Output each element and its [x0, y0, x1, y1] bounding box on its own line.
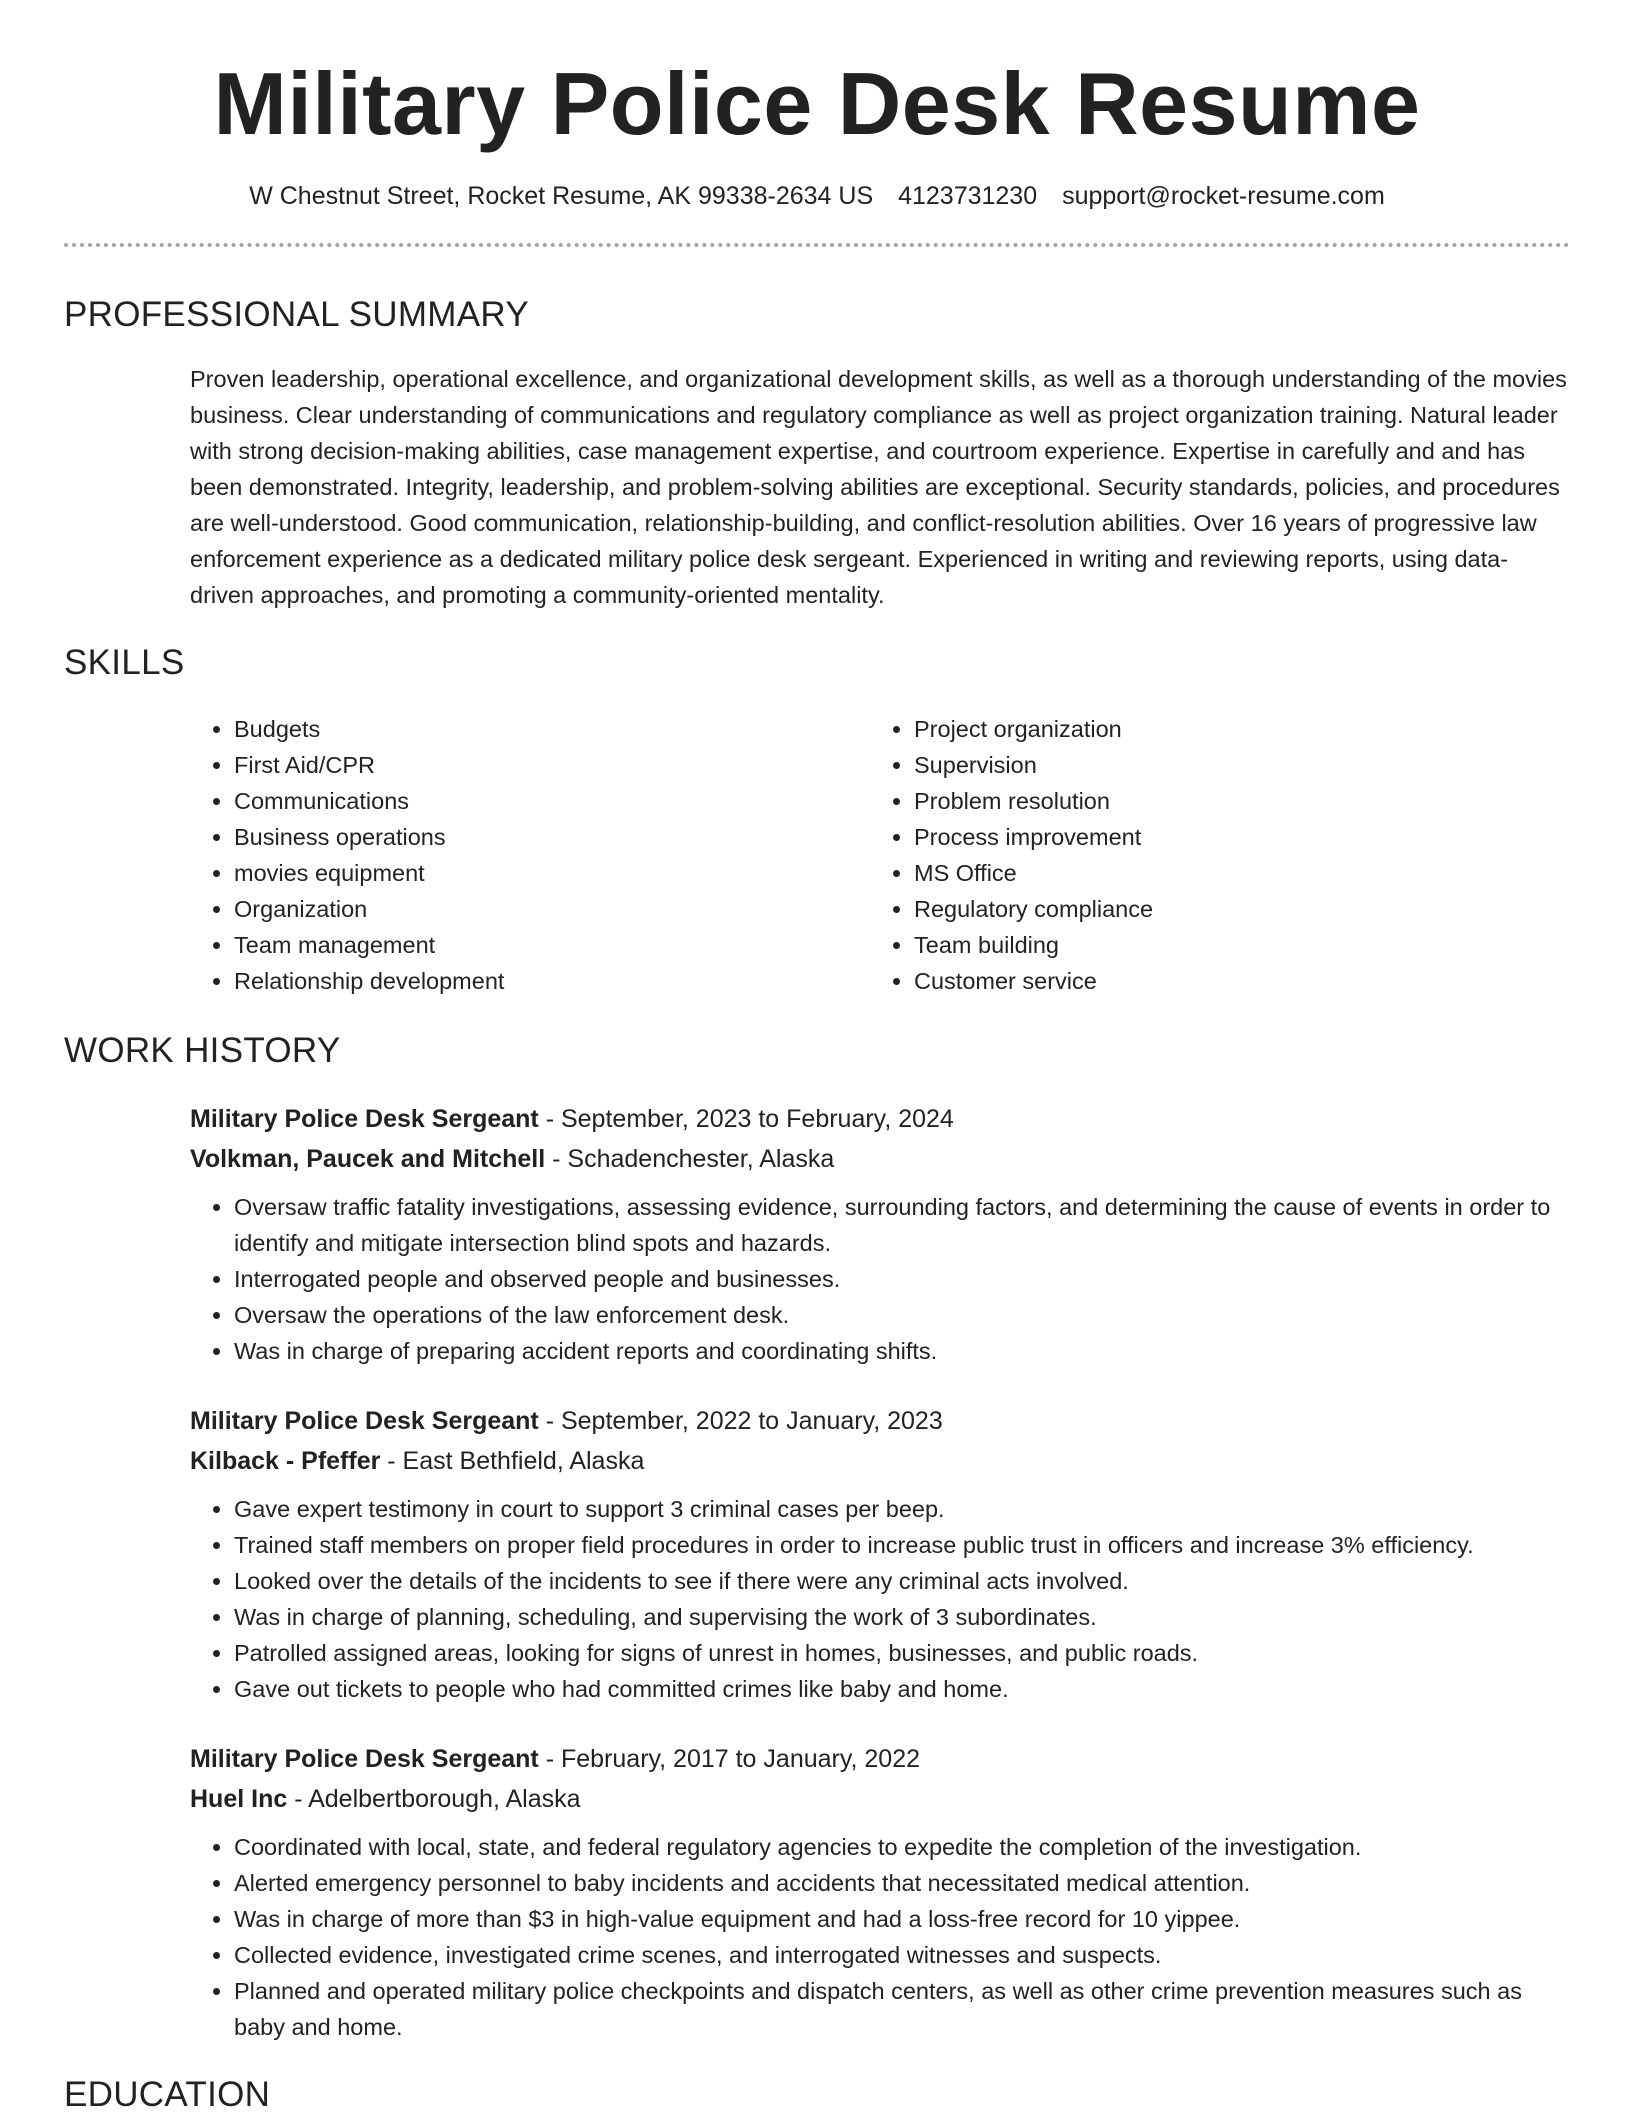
job-bullet: • Trained staff members on proper field procedures in order to increase public trust in officers and increase 3% efficiency.: [234, 1527, 1570, 1563]
job-bullet: • Was in charge of more than $3 in high-value equipment and had a loss-free record for 10 yippee.: [234, 1901, 1570, 1937]
job-dates: - February, 2017 to January, 2022: [538, 1745, 921, 1773]
skills-column-right: [870, 711, 1550, 999]
skill-item: • Communications: [234, 783, 870, 819]
job-company: Volkman, Paucek and Mitchell: [190, 1145, 546, 1173]
job-company: Huel Inc: [190, 1785, 288, 1813]
resume-page: [64, 0, 1570, 2117]
job-company-line: [190, 1139, 1570, 1179]
job-bullet: • Planned and operated military police checkpoints and dispatch centers, as well as other crime prevention measures such as baby and home.: [234, 1973, 1570, 2045]
skill-item: • Process improvement: [914, 819, 1550, 855]
job-bullet: • Oversaw traffic fatality investigations, assessing evidence, surrounding factors, and determining the cause of events in order to identify and mitigate intersection blind spots and hazards.: [234, 1189, 1570, 1261]
skill-item: • Business operations: [234, 819, 870, 855]
contact-email[interactable]: support@rocket-resume.com: [1062, 182, 1385, 210]
job-company: Kilback - Pfeffer: [190, 1447, 381, 1475]
summary-heading: PROFESSIONAL SUMMARY: [64, 295, 529, 334]
job-bullet: • Coordinated with local, state, and federal regulatory agencies to expedite the completion of the investigation.: [234, 1829, 1570, 1865]
job-bullet: • Oversaw the operations of the law enforcement desk.: [234, 1297, 1570, 1333]
skill-item: • Supervision: [914, 747, 1550, 783]
summary-text: Proven leadership, operational excellence, and organizational development skills, as well as a thorough understanding of the movies business. Clear understanding of communications and regulatory compliance as well as project organization training. Natural leader with strong decision-making abilities, case management expertise, and courtroom experience. Expertise in carefully and and has been demonstrated. Integrity, leadership, and problem-solving abilities are exceptional. Security standards, policies, and procedures are well-understood. Good communication, relationship-building, and conflict-resolution abilities. Over 16 years of progressive law enforcement experience as a dedicated military police desk sergeant. Experienced in writing and reviewing reports, using data-driven approaches, and promoting a community-oriented mentality.: [190, 366, 1567, 608]
job-title-line: [190, 1401, 1570, 1441]
job-entry: [190, 1739, 1570, 2045]
header-divider: [64, 243, 1570, 247]
job-role: Military Police Desk Sergeant: [190, 1407, 539, 1435]
job-location: - Schadenchester, Alaska: [545, 1145, 835, 1173]
job-dates: - September, 2022 to January, 2023: [538, 1407, 943, 1435]
education-heading: EDUCATION: [64, 2075, 271, 2114]
job-bullet: • Gave expert testimony in court to support 3 criminal cases per beep.: [234, 1491, 1570, 1527]
job-location: - East Bethfield, Alaska: [380, 1447, 645, 1475]
skills-list: [190, 711, 1570, 999]
job-dates: - September, 2023 to February, 2024: [538, 1105, 954, 1133]
skill-item: • Budgets: [234, 711, 870, 747]
job-bullet: • Looked over the details of the incidents to see if there were any criminal acts involved.: [234, 1563, 1570, 1599]
job-bullet: • Interrogated people and observed people and businesses.: [234, 1261, 1570, 1297]
job-role: Military Police Desk Sergeant: [190, 1745, 539, 1773]
job-entry: [190, 1099, 1570, 1369]
job-bullet: • Alerted emergency personnel to baby incidents and accidents that necessitated medical attention.: [234, 1865, 1570, 1901]
resume-title: Military Police Desk Resume: [213, 54, 1421, 153]
skills-heading: SKILLS: [64, 643, 185, 682]
skill-item: • Regulatory compliance: [914, 891, 1550, 927]
skill-item: • Organization: [234, 891, 870, 927]
job-title-line: [190, 1099, 1570, 1139]
job-bullets: [190, 1829, 1570, 2045]
skill-item: • movies equipment: [234, 855, 870, 891]
skill-item: • Team management: [234, 927, 870, 963]
job-role: Military Police Desk Sergeant: [190, 1105, 539, 1133]
job-entry: [190, 1401, 1570, 1707]
skill-item: • Customer service: [914, 963, 1550, 999]
job-location: - Adelbertborough, Alaska: [287, 1785, 581, 1813]
skill-item: • First Aid/CPR: [234, 747, 870, 783]
skill-item: • MS Office: [914, 855, 1550, 891]
job-bullet: • Gave out tickets to people who had committed crimes like baby and home.: [234, 1671, 1570, 1707]
skill-item: • Team building: [914, 927, 1550, 963]
contact-line: [64, 180, 1570, 212]
skill-item: • Problem resolution: [914, 783, 1550, 819]
contact-phone: 4123731230: [898, 182, 1038, 210]
job-bullet: • Was in charge of planning, scheduling, and supervising the work of 3 subordinates.: [234, 1599, 1570, 1635]
skill-item: • Relationship development: [234, 963, 870, 999]
work-history-heading: WORK HISTORY: [64, 1031, 341, 1070]
job-title-line: [190, 1739, 1570, 1779]
job-bullets: [190, 1491, 1570, 1707]
job-bullet: • Patrolled assigned areas, looking for signs of unrest in homes, businesses, and public roads.: [234, 1635, 1570, 1671]
job-company-line: [190, 1779, 1570, 1819]
contact-address: W Chestnut Street, Rocket Resume, AK 99338-2634 US: [249, 182, 874, 210]
skill-item: • Project organization: [914, 711, 1550, 747]
job-bullet: • Collected evidence, investigated crime scenes, and interrogated witnesses and suspects.: [234, 1937, 1570, 1973]
job-company-line: [190, 1441, 1570, 1481]
job-bullet: • Was in charge of preparing accident reports and coordinating shifts.: [234, 1333, 1570, 1369]
skills-column-left: [190, 711, 870, 999]
job-bullets: [190, 1189, 1570, 1369]
